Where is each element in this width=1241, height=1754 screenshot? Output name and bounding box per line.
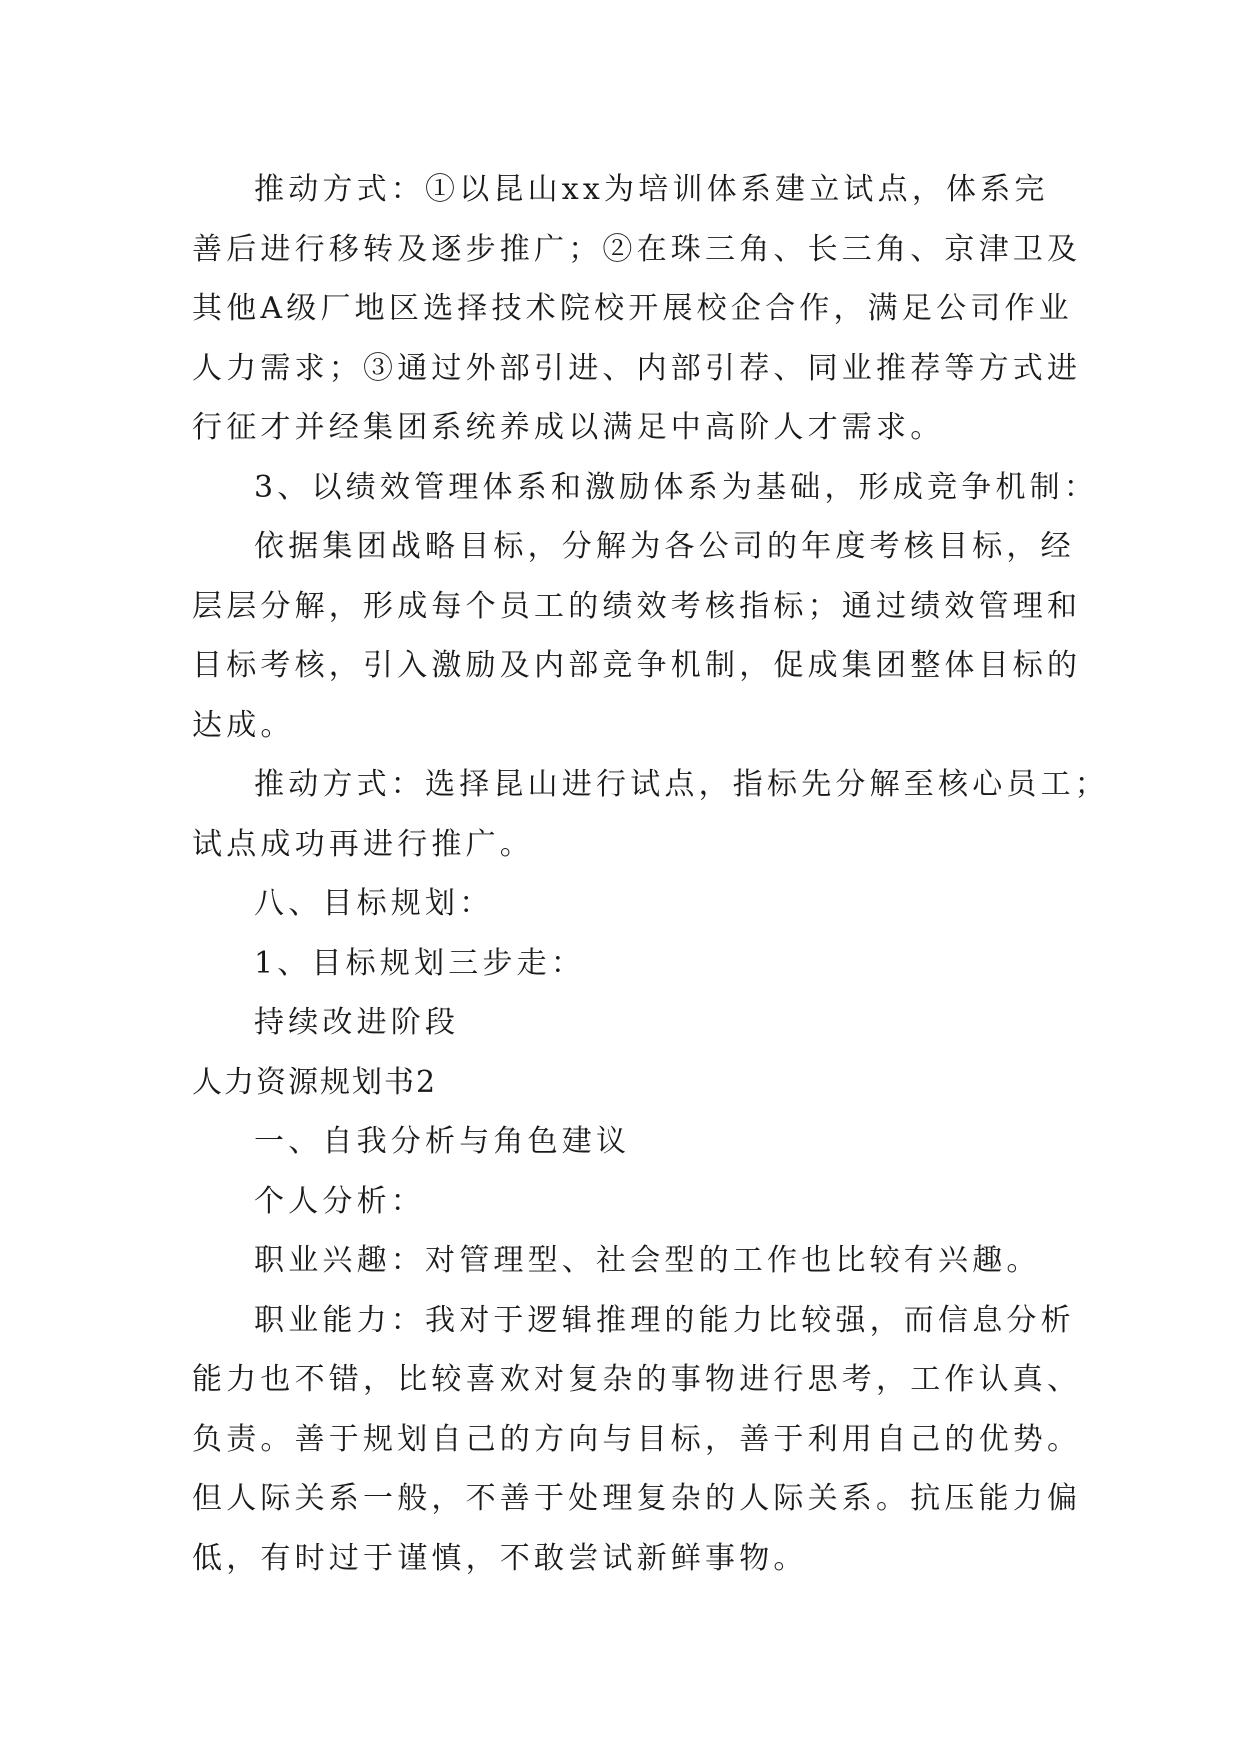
paragraph-line: 但人际关系一般，不善于处理复杂的人际关系。抗压能力偏 <box>192 1481 1082 1516</box>
paragraph-line: 推动方式：选择昆山进行试点，指标先分解至核心员工； <box>254 767 1109 802</box>
paragraph-line: 依据集团战略目标，分解为各公司的年度考核目标，经 <box>254 529 1075 564</box>
section-heading: 一、自我分析与角色建议 <box>254 1124 631 1159</box>
section-heading: 八、目标规划： <box>254 886 494 921</box>
paragraph-line: 达成。 <box>192 707 295 743</box>
paragraph-line: 持续改进阶段 <box>254 1005 460 1040</box>
paragraph-line: 能力也不错，比较喜欢对复杂的事物进行思考，工作认真、 <box>192 1362 1082 1397</box>
paragraph-line: 职业能力：我对于逻辑推理的能力比较强，而信息分析 <box>254 1302 1075 1338</box>
paragraph-line: 层层分解，形成每个员工的绩效考核指标；通过绩效管理和 <box>192 588 1082 624</box>
paragraph-line: 试点成功再进行推广。 <box>192 826 534 862</box>
paragraph-line: 目标考核，引入激励及内部竞争机制，促成集团整体目标的 <box>192 648 1082 683</box>
paragraph-line: 行征才并经集团系统养成以满足中高阶人才需求。 <box>192 410 945 445</box>
subsection-heading: 1、目标规划三步走： <box>254 945 586 981</box>
document-body <box>192 160 1109 1588</box>
paragraph-line: 推动方式：①以昆山xx为培训体系建立试点，体系完 <box>254 172 1049 207</box>
paragraph-line: 负责。善于规划自己的方向与目标，善于利用自己的优势。 <box>192 1421 1082 1457</box>
paragraph-line: 职业兴趣：对管理型、社会型的工作也比较有兴趣。 <box>254 1243 1041 1278</box>
document-title: 人力资源规划书2 <box>192 1064 438 1100</box>
subsection-heading: 个人分析： <box>254 1183 425 1219</box>
section-heading: 3、以绩效管理体系和激励体系为基础，形成竞争机制： <box>254 469 1099 505</box>
paragraph-line: 低，有时过于谨慎，不敢尝试新鲜事物。 <box>192 1540 808 1576</box>
paragraph-line: 人力需求；③通过外部引进、内部引荐、同业推荐等方式进 <box>192 350 1082 386</box>
paragraph-line: 善后进行移转及逐步推广；②在珠三角、长三角、京津卫及 <box>192 231 1082 267</box>
paragraph-line: 其他A级厂地区选择技术院校开展校企合作，满足公司作业 <box>192 291 1073 326</box>
